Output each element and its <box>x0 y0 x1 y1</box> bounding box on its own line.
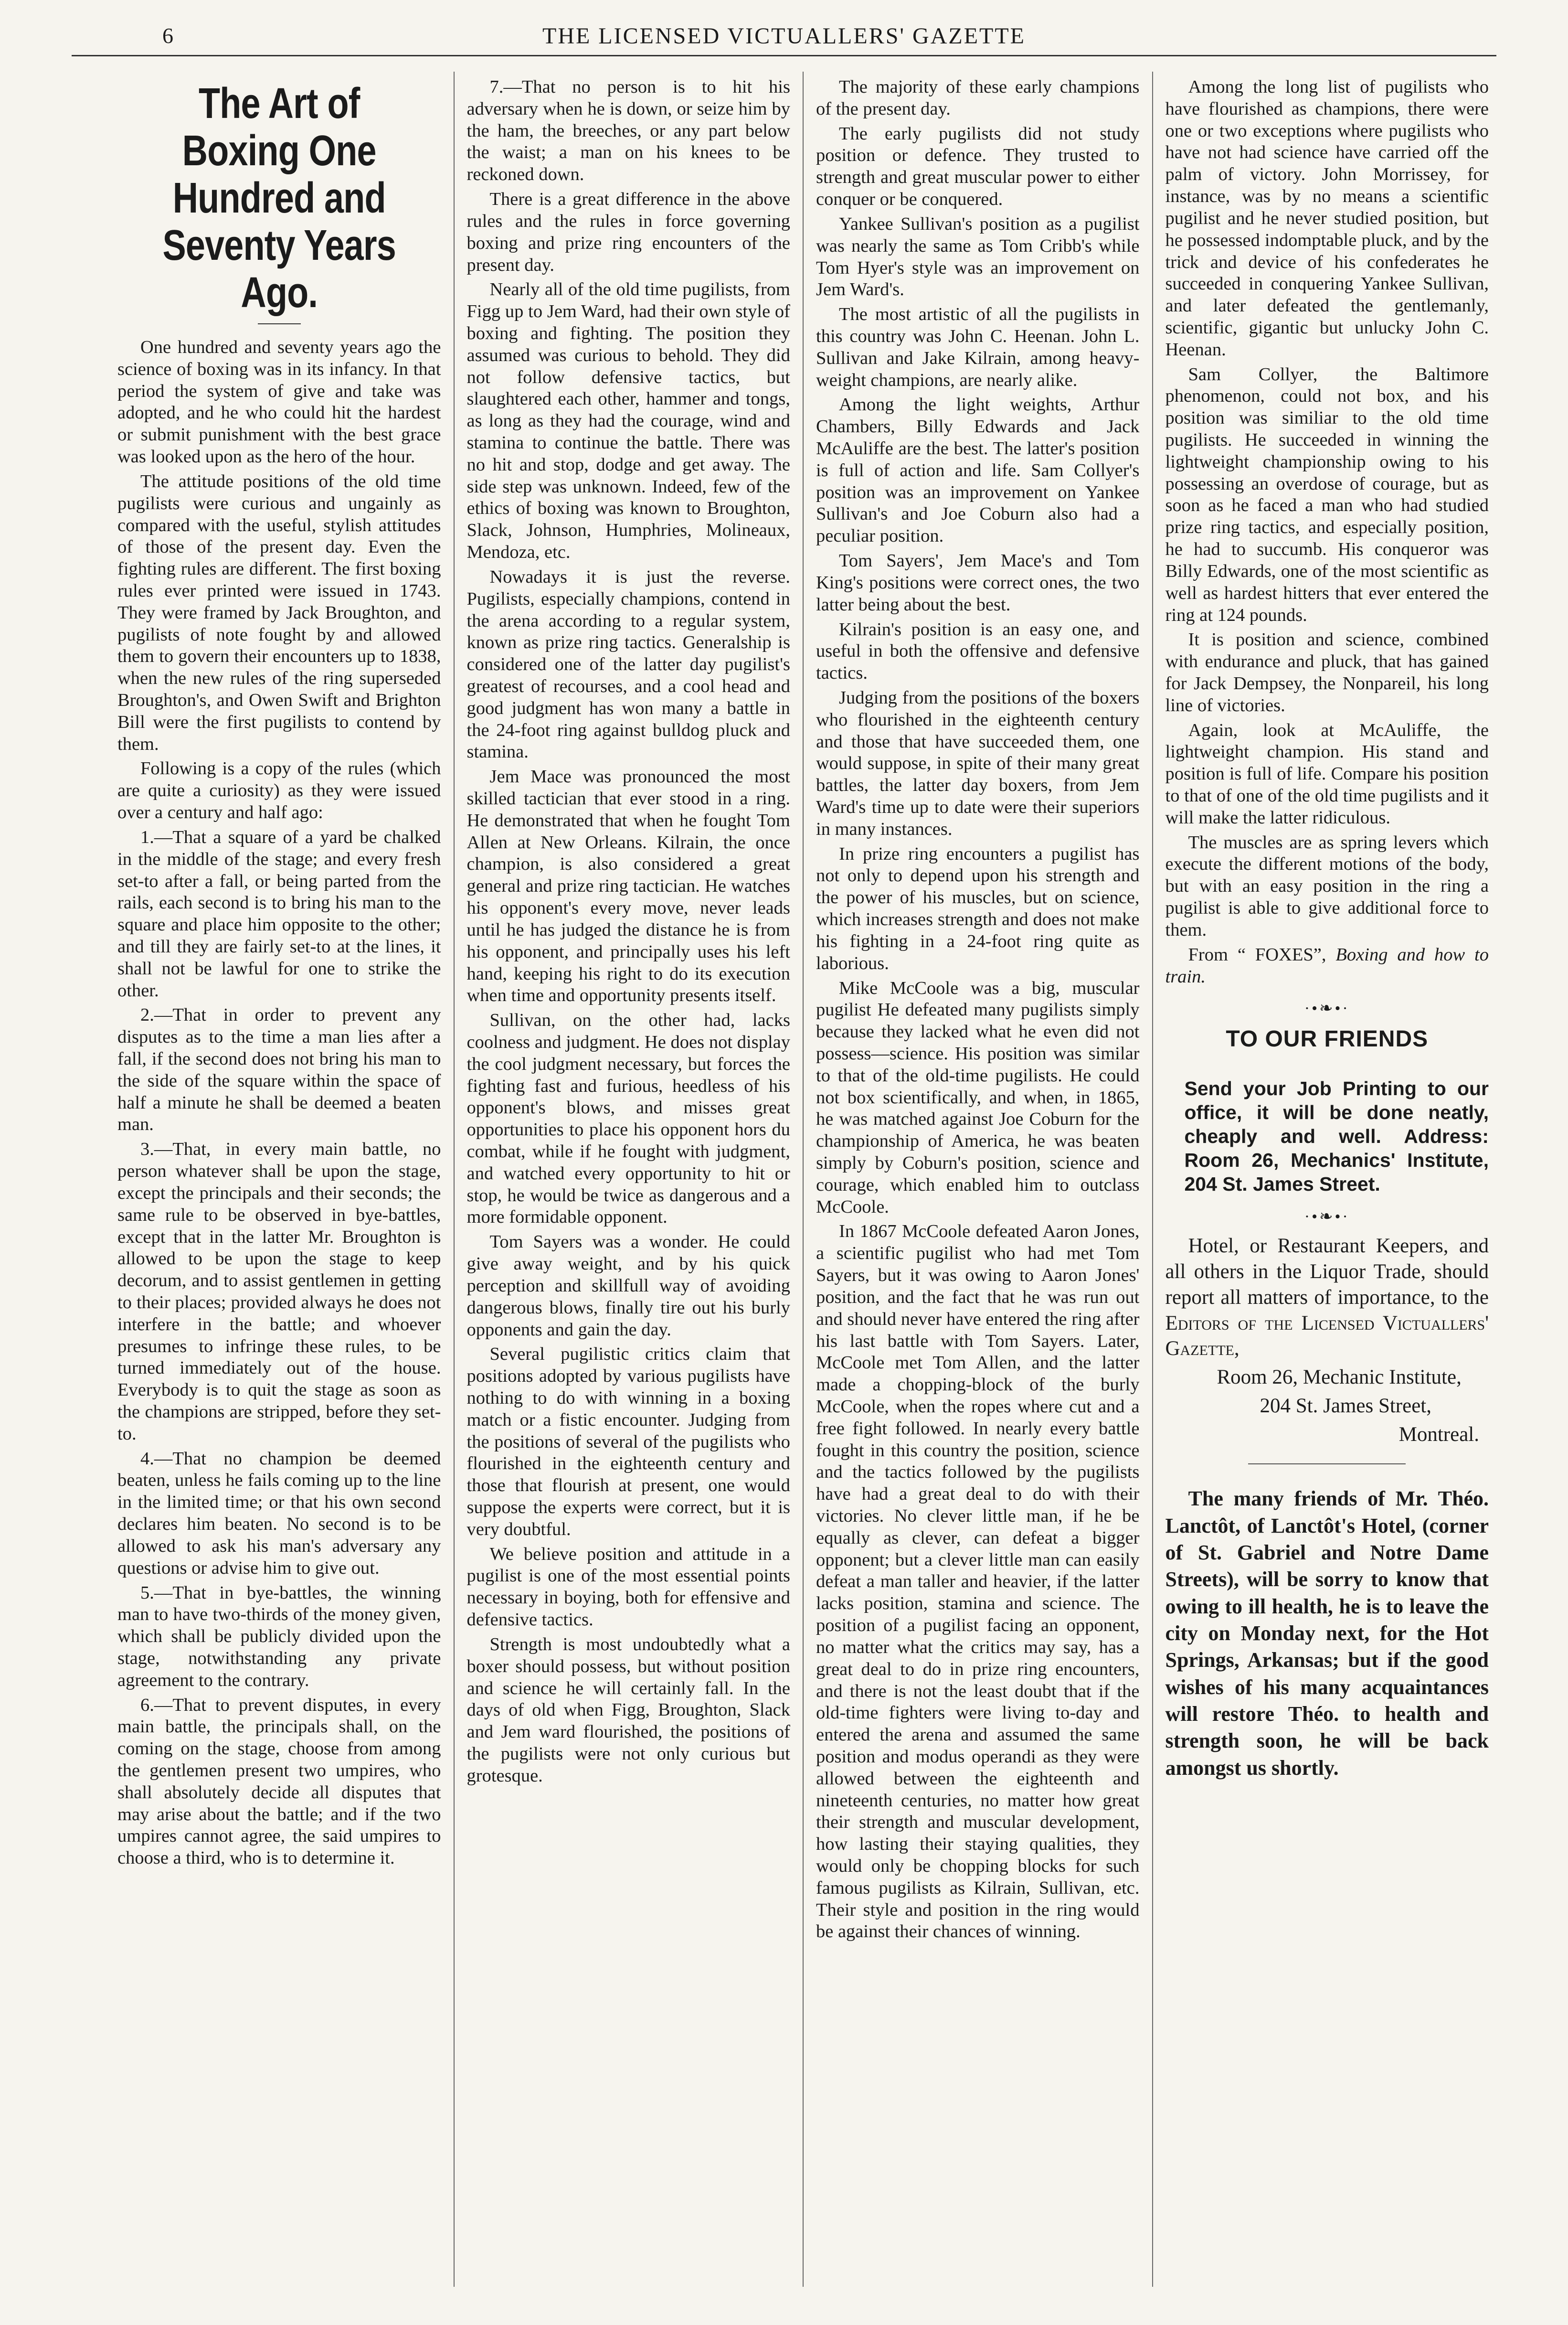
to-our-friends-heading: TO OUR FRIENDS <box>1226 1026 1429 1052</box>
report-notice <box>1165 1233 1489 1362</box>
article-source <box>1165 944 1489 988</box>
notice-rule <box>1248 1463 1406 1464</box>
address-line: 204 St. James Street, <box>1260 1394 1431 1417</box>
page-number: 6 <box>162 23 173 48</box>
rule-4: 4.—That no champion be deemed beaten, unless he fails coming up to the line in the limited time; or that his own second declares him beaten. No second is to be allowed to ask his man's adversary any questions or advise him to give out. <box>117 1448 441 1578</box>
paragraph: Jem Mace was pronounced the most skilled tactician that ever stood in a ring. He demonstrated that when he fought Tom Allen at New Orleans. Kilrain, the once champion, is also considered a great general and prize ring tactician. He watches his opponent's every move, never leads until he has judged the distance he is from his opponent, and principally uses his left hand, keeping his right to do its execution when time and opportunity presents itself. <box>466 767 790 1006</box>
headline-rule <box>258 323 301 324</box>
paragraph: Tom Sayers was a wonder. He could give away weight, and by his quick perception and skillfull way of avoiding dangerous blows, finally tire out his burly opponents and gain the day. <box>466 1232 790 1340</box>
report-intro: Hotel, or Restaurant Keepers, and all others in the Liquor Trade, should report all matters of importance, to the <box>1165 1235 1489 1309</box>
paragraph: In 1867 McCoole defeated Aaron Jones, a scientific pugilist who had met Tom Sayers, but it was owing to Aaron Jones' position, and the fact that he was run out and should never have entered the ring after his last battle with Tom Sayers. Later, McCoole met Tom Allen, and the latter made a chopping-block of the burly McCoole, when the ropes where cut and a free fight followed. In nearly every battle fought in this country the position, science and the tactics followed by the pugilists have had a great deal to do with their victories. No clever little man, if he be equally as clever, can defeat a bigger opponent; but a clever little man can easily defeat a man taller and heavier, if the latter lacks position, stamina and science. The position of a pugilist facing an opponent, no matter what the critics may say, has a great deal to do in prize ring encounters, and there is not the least doubt that if the old-time fighters were living to-day and entered the arena and assumed the same position and modus operandi as they were allowed between the eighteenth and nineteenth centuries, no matter how great their strength and muscular development, how lasting their staying qualities, they would only be chopping blocks for such famous pugilists as Kilrain, Sullivan, etc. Their style and position in the ring would be against their chances of winning. <box>816 1221 1140 1942</box>
paragraph: The early pugilists did not study position or defence. They trusted to strength and great muscular power to either conquer or be conquered. <box>816 123 1140 210</box>
paragraph: Judging from the positions of the boxers who flourished in the eighteenth century and those that have succeeded them, one would suppose, in spite of their many great battles, the latter day boxers, from Jem Ward's time up to date were their superiors in many instances. <box>816 687 1140 839</box>
paragraph: Yankee Sullivan's position as a pugilist was nearly the same as Tom Cribb's while Tom Hyer's style was an improvement on Jem Ward's. <box>816 213 1140 300</box>
paragraph: In prize ring encounters a pugilist has not only to depend upon his strength and the power of his muscles, but on science, which increases strength and does not make his fighting in a 24-foot ring quite as laborious. <box>816 843 1140 973</box>
paragraph: The most artistic of all the pugilists in this country was John C. Heenan. John L. Sullivan and Jake Kilrain, among heavy-weight champions, are nearly alike. <box>816 304 1140 390</box>
source-prefix: From “ FOXES”, <box>1188 944 1326 965</box>
column-2 <box>454 72 803 2287</box>
paragraph: It is position and science, combined with endurance and pluck, that has gained for Jack Dempsey, the Nonpareil, his long line of victories. <box>1165 629 1489 715</box>
paragraph: Kilrain's position is an easy one, and useful in both the offensive and defensive tactics. <box>816 619 1140 683</box>
masthead <box>72 0 1496 62</box>
paragraph: Sam Collyer, the Baltimore phenomenon, could not box, and his position was similiar to the old time pugilists. He succeeded in winning the lightweight championship owing to his possessing an overdose of courage, but as soon as he faced a man who had studied prize ring tactics, and especially position, he had to succumb. His conqueror was Billy Edwards, one of the most scientific as well as hardest hitters that ever entered the ring at 124 pounds. <box>1165 364 1489 625</box>
rule-3: 3.—That, in every main battle, no person whatever shall be upon the stage, except the principals and their seconds; the same rule to be observed in bye-battles, except that in the latter Mr. Broughton is allowed to be upon the stage to keep decorum, and to assist gentlemen in getting to their places; provided always he does not interfere in the battle; and whoever presumes to infringe these rules, to be turned immediately out of the house. Everybody is to quit the stage as soon as the champions are stripped, before they set-to. <box>117 1139 441 1444</box>
source-title: Boxing and how to train. <box>1165 944 1489 987</box>
address-line: Montreal. <box>1398 1423 1479 1446</box>
paragraph: Nearly all of the old time pugilists, from Figg up to Jem Ward, had their own style of boxing and fighting. The position they assumed was curious to behold. They did not follow defensive tactics, but slaughtered each other, hammer and tongs, as long as they had the courage, wind and stamina to continue the battle. There was no hit and stop, dodge and get away. The side step was unknown. Indeed, few of the ethics of boxing was known to Broughton, Slack, Johnson, Humphries, Molineaux, Mendoza, etc. <box>466 279 790 563</box>
paragraph: Mike McCoole was a big, muscular pugilist He defeated many pugilists simply because they lacked what he even did not possess—science. His position was similar to that of the old-time pugilists. He could not box scientifically, and when, in 1865, he was matched against Joe Coburn for the championship of America, he was beaten simply by Coburn's position, science and courage, which enabled him to outclass McCoole. <box>816 978 1140 1217</box>
paragraph: We believe position and attitude in a pugilist is one of the most essential points necessary in boying, both for effensive and defensive tactics. <box>466 1544 790 1630</box>
paragraph: Tom Sayers', Jem Mace's and Tom King's positions were correct ones, the two latter being about the best. <box>816 551 1140 615</box>
rule-5: 5.—That in bye-battles, the winning man to have two-thirds of the money given, which shall be publicly divided upon the stage, notwithstanding any private agreement to the contrary. <box>117 1582 441 1690</box>
paragraph: One hundred and seventy years ago the science of boxing was in its infancy. In that period the system of give and take was adopted, and he who could hit the hardest or submit punishment with the best grace was looked upon as the hero of the hour. <box>117 337 441 467</box>
paragraph: The attitude positions of the old time pugilists were curious and ungainly as compared with the useful, stylish attitudes of those of the present day. Even the fighting rules are different. The first boxing rules ever printed were issued in 1743. They were framed by Jack Broughton, and pugilists of note fought by and allowed them to govern their encounters up to 1838, when the new rules of the ring superseded Broughton's, and Owen Swift and Brighton Bill were the first pugilists to contend by them. <box>117 471 441 754</box>
report-editors: Editors of the Licensed Victuallers' Gazette, <box>1165 1312 1489 1360</box>
ornament-divider: ·•❧•· <box>1304 1000 1350 1018</box>
address-line: Room 26, Mechanic Institute, <box>1217 1366 1462 1389</box>
columns <box>105 72 1501 2287</box>
paragraph: Strength is most undoubtedly what a boxer should possess, but without position and science he will certainly fall. In the days of old when Figg, Broughton, Slack and Jem ward flourished, the positions of the pugilists were not only curious but grotesque. <box>466 1634 790 1786</box>
running-title: THE LICENSED VICTUALLERS' GAZETTE <box>542 23 1026 49</box>
paragraph: Several pugilistic critics claim that positions adopted by various pugilists have nothing to do with winning in a boxing match or a fistic encounter. Judging from the positions of several of the pugilists who flourished in the eighteenth century and those that flourish at present, one would suppose the experts were correct, but it is very doubtful. <box>466 1344 790 1539</box>
paragraph: Nowadays it is just the reverse. Pugilists, especially champions, contend in the arena according to a regular system, known as prize ring tactics. Generalship is considered one of the latter day pugilist's greatest of recourses, and a cool head and good judgment has won many a battle in the 24-foot ring against bulldog pluck and stamina. <box>466 566 790 762</box>
paragraph: The muscles are as spring levers which execute the different motions of the body, but with an easy position in the ring a pugilist is able to give additional force to them. <box>1165 832 1489 940</box>
lanctot-notice: The many friends of Mr. Théo. Lanctôt, of Lanctôt's Hotel, (corner of St. Gabriel and Notre Dame Streets), will be sorry to know that owing to ill health, he is to leave the city on Monday next, for the Hot Springs, Arkansas; but if the good wishes of his many acquaintances will restore Théo. to health and strength soon, he will be back amongst us shortly. <box>1165 1487 1489 1780</box>
paragraph: Again, look at McAuliffe, the lightweight champion. His stand and position is full of life. Compare his position to that of one of the old time pugilists and it will make the latter ridiculous. <box>1165 720 1489 828</box>
paragraph: The majority of these early champions of the present day. <box>816 77 1140 119</box>
job-printing-notice: Send your Job Printing to our office, it will be done neatly, cheaply and well. Address: Room 26, Mechanics' Institute, 204 St. James Street. <box>1184 1077 1489 1195</box>
rule-6: 6.—That to prevent disputes, in every main battle, the principals shall, on the coming on the stage, choose from among the gentlemen present two umpires, who shall absolutely decide all disputes that may arise about the battle; and if the two umpires cannot agree, the said umpires to choose a third, who is to determine it. <box>117 1695 441 1868</box>
paragraph: Following is a copy of the rules (which are quite a curiosity) as they were issued over a century and half ago: <box>117 758 441 823</box>
masthead-rule <box>72 55 1496 56</box>
paragraph: Among the long list of pugilists who have flourished as champions, there were one or two exceptions where pugilists who have not had science have carried off the palm of victory. John Morrissey, for instance, was by no means a scientific pugilist and he never studied position, but he possessed indomptable pluck, and by the trick and device of his confederates he succeeded in conquering Yankee Sullivan, and later defeated the gentlemanly, scientific, gigantic but unlucky John C. Heenan. <box>1165 77 1489 360</box>
rule-2: 2.—That in order to prevent any disputes as to the time a man lies after a fall, if the second does not bring his man to the side of the square within the space of half a minute he shall be deemed a beaten man. <box>117 1005 441 1135</box>
column-4 <box>1152 72 1502 2287</box>
column-1 <box>105 72 454 2287</box>
paragraph: Sullivan, on the other had, lacks coolness and judgment. He does not display the cool judgment necessary, but forces the fighting fast and furious, heedless of his opponent's blows, and misses great opportunities to place his opponent hors du combat, while if he fought with judgment, and watched every opportunity to hit or stop, he would be twice as dangerous and a more formidable opponent. <box>466 1010 790 1227</box>
rule-7: 7.—That no person is to hit his adversary when he is down, or seize him by the ham, the breeches, or any part below the waist; a man on his knees to be reckoned down. <box>466 77 790 185</box>
rule-1: 1.—That a square of a yard be chalked in the middle of the stage; and every fresh set-to after a fall, or being parted from the rails, each second is to bring his man to the square and place him opposite to the other; and till they are fairly set-to at the lines, it shall not be lawful for one to strike the other. <box>117 827 441 1001</box>
ornament-divider: ·•❧•· <box>1304 1207 1350 1226</box>
column-3 <box>803 72 1152 2287</box>
paragraph: Among the light weights, Arthur Chambers, Billy Edwards and Jack McAuliffe are the best. The latter's position is full of action and life. Sam Collyer's position was an improvement on Yankee Sullivan's and Joe Coburn also had a peculiar position. <box>816 395 1140 546</box>
paragraph: There is a great difference in the above rules and the rules in force governing boxing and prize ring encounters of the present day. <box>466 189 790 275</box>
article-headline: The Art of Boxing One Hundred and Seventy Years Ago. <box>162 80 396 317</box>
